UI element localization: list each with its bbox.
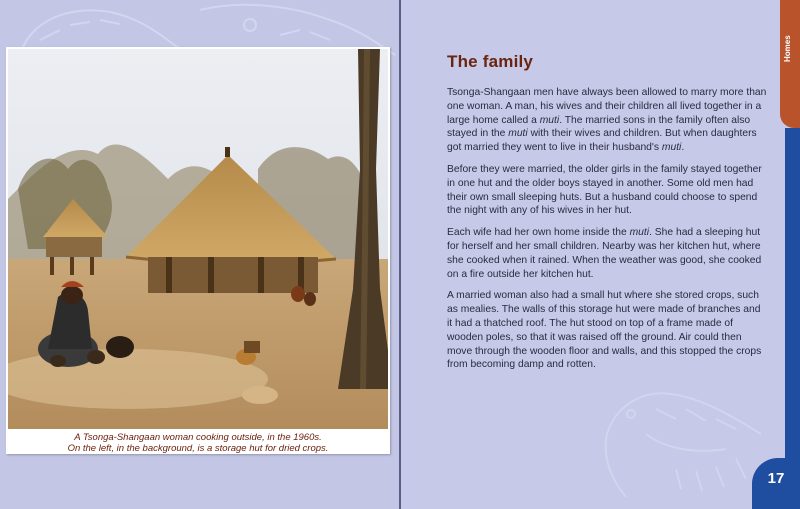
photo-card [6, 47, 390, 454]
photo-caption [10, 432, 386, 454]
caption-line-2: On the left, in the background, is a storage hut for dried crops. [67, 443, 329, 454]
animal-watermark-right [586, 379, 776, 509]
text-run: A married woman also had a small hut where she stored crops, such as mealies. The walls of this storage hut were made of branches and it had a thatched roof. The hut stood on top of a frame made of wooden poles, so that it was raised off the ground. Air could then move through the wooden floor and walls, and this stopped the crops from becoming damp and rotten. [447, 290, 762, 371]
italic-term: muti [508, 128, 528, 140]
text-run: . [681, 142, 685, 154]
paragraph [447, 226, 767, 281]
text-run: with their wives and children. But when daughters got married they went to live in their husband's [447, 128, 757, 154]
section-tab [780, 0, 800, 128]
page-number: 17 [767, 470, 785, 487]
text-run: . She had a sleeping hut for herself and her small children. Nearby was her kitchen hut, where she cooked when it rained. When the weather was good, she cooked on a fire outside her kitchen hut. [447, 227, 762, 280]
italic-term: muti [661, 142, 682, 154]
page-title: The family [447, 52, 534, 71]
italic-term: muti [629, 227, 650, 239]
text-run: . The married sons in the family often also stayed in the [447, 114, 751, 140]
text-run: Tsonga-Shangaan men have always been allowed to marry more than one woman. A man, his wives and their children all lived together in a large home called a [447, 87, 767, 126]
paragraph [447, 289, 767, 372]
paragraph [447, 86, 767, 155]
italic-term: muti [539, 114, 560, 126]
paragraph [447, 163, 767, 218]
section-tab-label: Homes [783, 35, 792, 62]
text-run: Before they were married, the older girls in the family stayed together in one hut and the older boys stayed in another. Some old men had their own small sleeping huts. But a husband could choose to spend the night with any of his wives in her hut. [447, 163, 762, 217]
book-spine [399, 0, 401, 509]
text-run: Each wife had her own home inside the [447, 227, 630, 239]
homestead-photo [8, 49, 388, 429]
side-color-strip [785, 128, 800, 509]
article-body [447, 86, 767, 380]
caption-line-1: A Tsonga-Shangaan woman cooking outside, in the 1960s. [74, 432, 322, 443]
